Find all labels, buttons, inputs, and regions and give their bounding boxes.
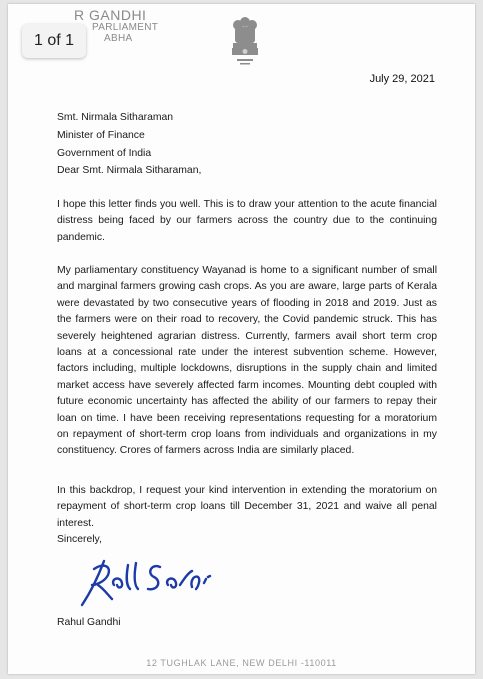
closing: Sincerely, <box>57 534 102 545</box>
recipient-name: Smt. Nirmala Sitharaman <box>57 112 174 123</box>
salutation: Dear Smt. Nirmala Sitharaman, <box>57 165 202 176</box>
footer-address: 12 TUGHLAK LANE, NEW DELHI -110011 <box>146 658 337 668</box>
paragraph-3: In this backdrop, I request your kind intervention in extending the moratorium on repayment of short-term crop loans till December 31, 2021 and waive all penal interest. <box>57 485 437 529</box>
letterhead-line2: ABHA <box>104 33 133 44</box>
handwritten-signature-icon <box>68 555 218 607</box>
national-emblem-icon <box>228 14 262 68</box>
recipient-address <box>57 109 437 163</box>
recipient-org: Government of India <box>57 148 152 159</box>
letter-page <box>8 4 475 674</box>
recipient-title: Minister of Finance <box>57 130 145 141</box>
letterhead-line1: PARLIAMENT <box>92 22 159 33</box>
letterhead <box>74 8 158 44</box>
letter-date: July 29, 2021 <box>369 73 435 85</box>
signer-name: Rahul Gandhi <box>57 617 121 628</box>
page-indicator: 1 of 1 <box>22 24 86 58</box>
paragraph-2: My parliamentary constituency Wayanad is home to a significant number of small and marginal farmers growing cash crops. As you are aware, large parts of Kerala were devastated by two consecutive years of flooding in 2018 and 2019. Just as the farmers were on their road to recovery, the Covid pandemic struck. This has severely heightened agrarian distress. Currently, farmers avail short term crop loans at a concessional rate under the interest subvention scheme. However, factors including, multiple lockdowns, disruptions in the supply chain and limited market access have severely affected farm incomes. Mounting debt coupled with future economic uncertainty has affected the ability of our farmers to repay their loan on time. I have been receiving representations requesting for a moratorium on repayment of short-term crop loans from individuals and organizations in my constituency. Crores of farmers across India are similarly placed. <box>57 265 437 457</box>
paragraph-1: I hope this letter finds you well. This is to draw your attention to the acute financial distress being faced by our farmers across the country due to the continuing pandemic. <box>57 199 437 243</box>
letterhead-name: R GANDHI <box>74 7 147 23</box>
